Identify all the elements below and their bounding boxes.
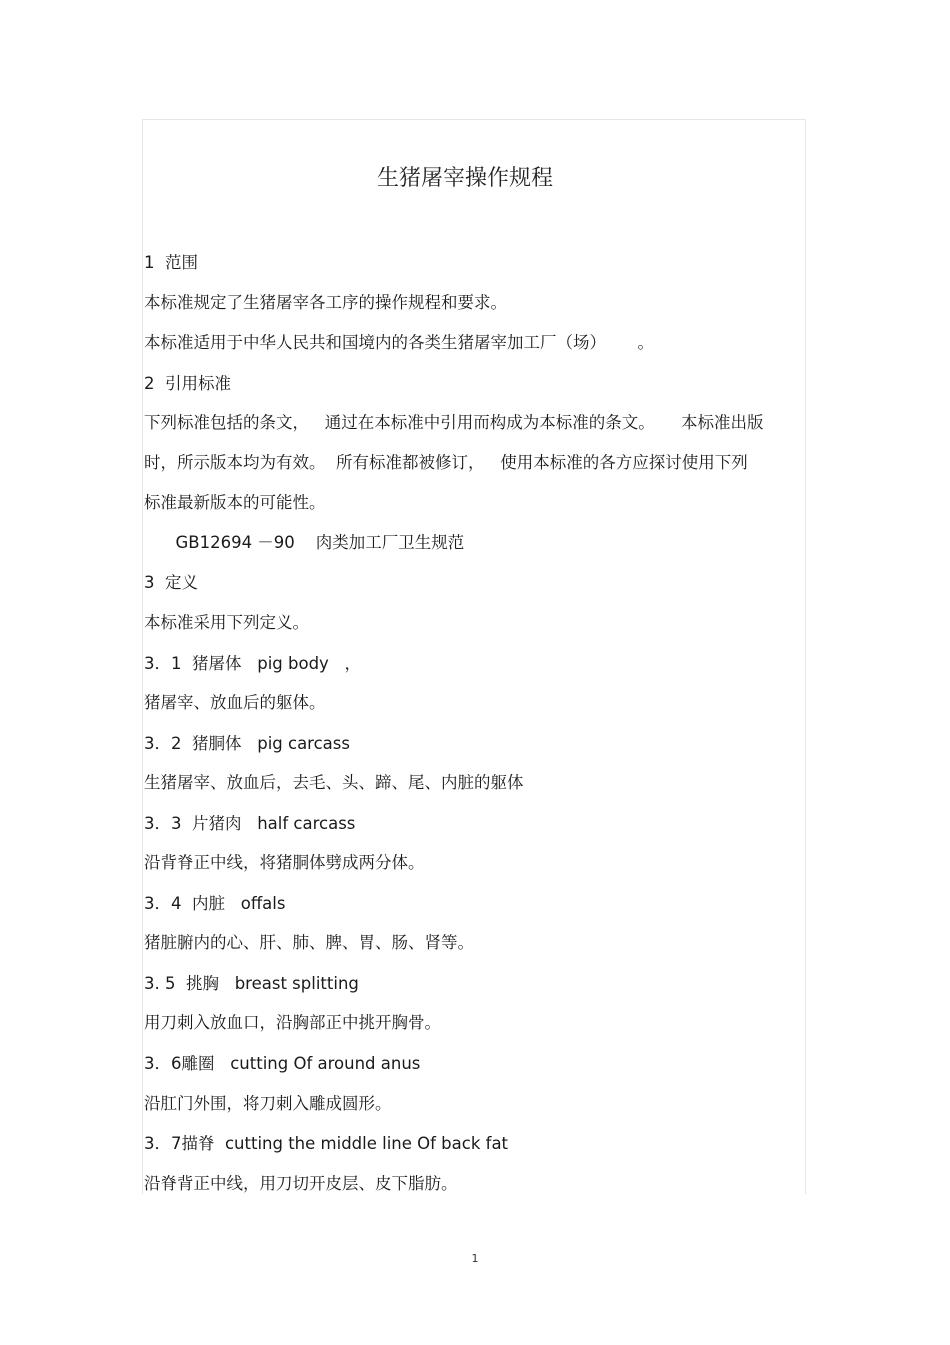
section-heading-scope: 1 范围	[144, 253, 198, 272]
body-line: 标准最新版本的可能性。	[144, 493, 326, 512]
document-title: 生猪屠宰操作规程	[376, 166, 553, 191]
definition-text: 生猪屠宰、放血后，去毛、头、蹄、尾、内脏的躯体	[144, 773, 524, 792]
body-line: 下列标准包括的条文， 通过在本标准中引用而构成为本标准的条文。 本标准出版	[144, 413, 764, 432]
definition-term: 3．2 猪胴体 pig carcass	[144, 734, 350, 753]
definition-term: 3．4 内脏 offals	[144, 894, 286, 913]
reference-entry: GB12694 －90 肉类加工厂卫生规范	[144, 533, 465, 552]
body-line: 本标准采用下列定义。	[144, 613, 309, 632]
definition-text: 猪脏腑内的心、肝、肺、脾、胃、肠、肾等。	[144, 933, 474, 952]
body-line: 本标准适用于中华人民共和国境内的各类生猪屠宰加工厂（场） 。	[144, 333, 654, 352]
definition-term: 3．1 猪屠体 pig body ，	[144, 654, 362, 673]
definition-term: 3．3 片猪肉 half carcass	[144, 814, 356, 833]
definition-text: 沿肛门外围，将刀刺入雕成圆形。	[144, 1094, 392, 1113]
definition-term: 3. 5 挑胸 breast splitting	[144, 974, 359, 993]
definition-text: 猪屠宰、放血后的躯体。	[144, 693, 326, 712]
page-number: 1	[471, 1252, 479, 1265]
body-line: 时，所示版本均为有效。 所有标准都被修订， 使用本标准的各方应探讨使用下列	[144, 453, 748, 472]
definition-text: 用刀刺入放血口，沿胸部正中挑开胸骨。	[144, 1013, 441, 1032]
section-heading-references: 2 引用标准	[144, 374, 231, 393]
definition-term: 3．6雕圈 cutting Of around anus	[144, 1054, 421, 1073]
body-line: 本标准规定了生猪屠宰各工序的操作规程和要求。	[144, 293, 507, 312]
section-heading-definitions: 3 定义	[144, 573, 198, 592]
definition-text: 沿脊背正中线，用刀切开皮层、皮下脂肪。	[144, 1174, 458, 1193]
definition-text: 沿背脊正中线，将猪胴体劈成两分体。	[144, 853, 425, 872]
definition-term: 3．7描脊 cutting the middle line Of back fat	[144, 1134, 509, 1153]
